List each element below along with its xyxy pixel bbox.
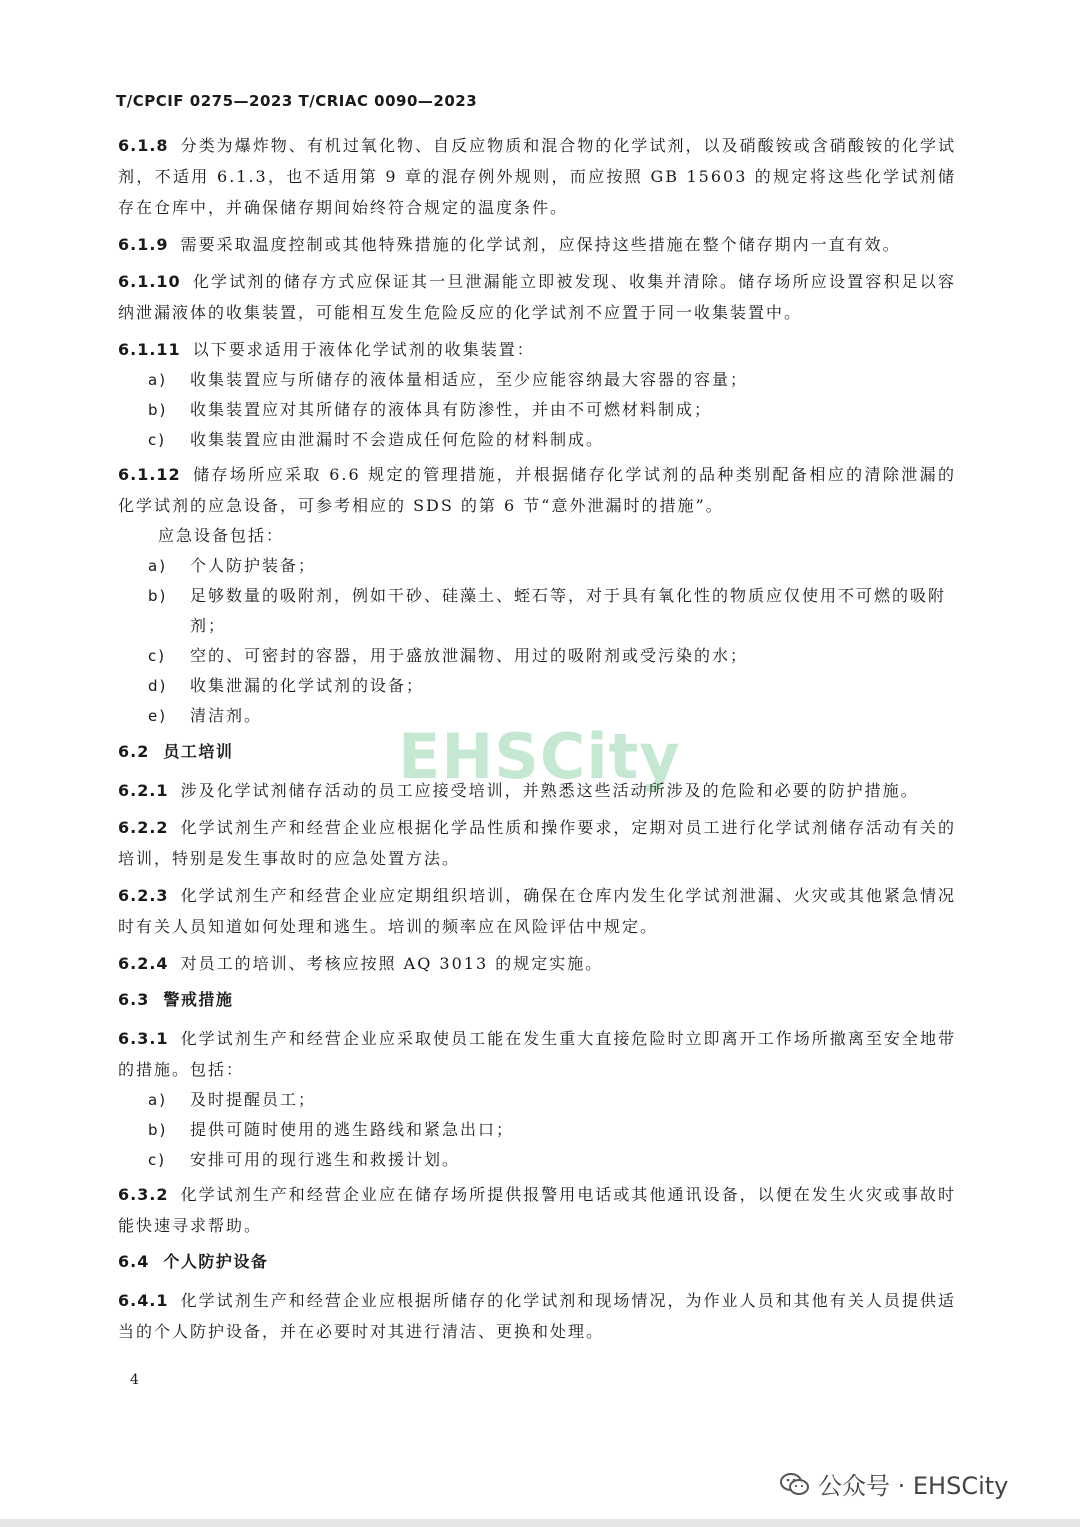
clause-6-2-3: [118, 880, 956, 942]
list-marker: c): [148, 431, 167, 449]
clause-text: 储存场所应采取 6.6 规定的管理措施，并根据储存化学试剂的品种类别配备相应的清除泄漏的化学试剂的应急设备，可参考相应的 SDS 的第 6 节“意外泄漏时的措施”。: [118, 465, 956, 515]
clause-number: 6.1.12: [118, 465, 181, 484]
page-number: 4: [130, 1372, 139, 1388]
clause-text: 以下要求适用于液体化学试剂的收集装置：: [192, 340, 535, 359]
clause-number: 6.3.1: [118, 1029, 169, 1048]
list-text: 收集装置应对其所储存的液体具有防渗性，并由不可燃材料制成；: [190, 400, 713, 419]
list-item: [118, 701, 956, 731]
list-marker: b): [148, 587, 168, 605]
clause-6-1-9: [118, 229, 956, 260]
clause-number: 6.1.10: [118, 272, 181, 291]
list-text: 及时提醒员工；: [190, 1090, 317, 1109]
list-marker: b): [148, 1121, 168, 1139]
list-item: [118, 365, 956, 395]
list-marker: c): [148, 1151, 167, 1169]
clause-text: 需要采取温度控制或其他特殊措施的化学试剂，应保持这些措施在整个储存期内一直有效。: [180, 235, 901, 254]
list-item: [118, 581, 956, 641]
clause-text: 化学试剂生产和经营企业应根据化学品性质和操作要求，定期对员工进行化学试剂储存活动有关的培训，特别是发生事故时的应急处置方法。: [118, 818, 956, 868]
clause-text: 化学试剂生产和经营企业应在储存场所提供报警用电话或其他通讯设备，以便在发生火灾或事故时能快速寻求帮助。: [118, 1185, 956, 1235]
list-text: 收集装置应与所储存的液体量相适应，至少应能容纳最大容器的容量；: [190, 370, 749, 389]
list-text: 收集装置应由泄漏时不会造成任何危险的材料制成。: [190, 430, 605, 449]
clause-6-3-2: [118, 1179, 956, 1241]
list-item: [118, 1115, 956, 1145]
list-text: 个人防护装备；: [190, 556, 317, 575]
clause-6-2-1: [118, 775, 956, 806]
list-marker: e): [148, 707, 168, 725]
section-title: 员工培训: [163, 742, 234, 761]
list-item: [118, 1145, 956, 1175]
clause-number: 6.2.2: [118, 818, 169, 837]
clause-6-1-10: [118, 266, 956, 328]
list-marker: b): [148, 401, 168, 419]
clause-text: 分类为爆炸物、有机过氧化物、自反应物质和混合物的化学试剂，以及硝酸铵或含硝酸铵的化学试剂，不适用 6.1.3，也不适用第 9 章的混存例外规则，而应按照 GB 15603 的规定将这些化学试剂储存在仓库中，并确保储存期间始终符合规定的温度条件。: [118, 136, 956, 217]
document-body: [118, 130, 956, 1353]
list-marker: a): [148, 557, 168, 575]
clause-text: 化学试剂的储存方式应保证其一旦泄漏能立即被发现、收集并清除。储存场所应设置容积足以容纳泄漏液体的收集装置，可能相互发生危险反应的化学试剂不应置于同一收集装置中。: [118, 272, 956, 322]
standard-header: T/CPCIF 0275—2023 T/CRIAC 0090—2023: [116, 92, 478, 110]
list-marker: a): [148, 1091, 168, 1109]
wechat-account-footer: [780, 1466, 1008, 1501]
clause-number: 6.1.11: [118, 340, 181, 359]
section-heading-6-4: [118, 1247, 956, 1277]
clause-number: 6.4.1: [118, 1291, 169, 1310]
list-item: [118, 641, 956, 671]
clause-text: 化学试剂生产和经营企业应采取使员工能在发生重大直接危险时立即离开工作场所撤离至安全地带的措施。包括：: [118, 1029, 956, 1079]
clause-6-4-1: [118, 1285, 956, 1347]
clause-text: 化学试剂生产和经营企业应定期组织培训，确保在仓库内发生化学试剂泄漏、火灾或其他紧急情况时有关人员知道如何处理和逃生。培训的频率应在风险评估中规定。: [118, 886, 956, 936]
clause-6-1-11: [118, 334, 956, 365]
clause-text: 对员工的培训、考核应按照 AQ 3013 的规定实施。: [180, 954, 604, 973]
clause-number: 6.1.9: [118, 235, 169, 254]
list-item: [118, 671, 956, 701]
clause-number: 6.1.8: [118, 136, 169, 155]
list-item: [118, 395, 956, 425]
clause-6-3-1: [118, 1023, 956, 1085]
list-text: 提供可随时使用的逃生路线和紧急出口；: [190, 1120, 515, 1139]
section-title: 个人防护设备: [163, 1252, 269, 1271]
section-number: 6.3: [118, 990, 150, 1009]
watermark: EHSCity: [398, 720, 681, 793]
list-item: [118, 551, 956, 581]
clause-text: 涉及化学试剂储存活动的员工应接受培训，并熟悉这些活动所涉及的危险和必要的防护措施。: [180, 781, 919, 800]
list-marker: c): [148, 647, 167, 665]
list-intro: 应急设备包括：: [158, 526, 285, 545]
clause-text: 化学试剂生产和经营企业应根据所储存的化学试剂和现场情况，为作业人员和其他有关人员提供适当的个人防护设备，并在必要时对其进行清洁、更换和处理。: [118, 1291, 956, 1341]
clause-number: 6.2.4: [118, 954, 169, 973]
list-text: 清洁剂。: [190, 706, 263, 725]
clause-number: 6.2.1: [118, 781, 169, 800]
list-text: 收集泄漏的化学试剂的设备；: [190, 676, 425, 695]
list-item: [118, 425, 956, 455]
list-marker: a): [148, 371, 168, 389]
section-number: 6.2: [118, 742, 150, 761]
clause-number: 6.3.2: [118, 1185, 169, 1204]
section-heading-6-3: [118, 985, 956, 1015]
clause-6-2-4: [118, 948, 956, 979]
clause-number: 6.2.3: [118, 886, 169, 905]
list-text: 足够数量的吸附剂，例如干砂、硅藻土、蛭石等，对于具有氧化性的物质应仅使用不可燃的吸附剂；: [190, 586, 947, 635]
clause-6-1-8: [118, 130, 956, 223]
clause-6-2-2: [118, 812, 956, 874]
section-title: 警戒措施: [163, 990, 234, 1009]
scan-edge: [0, 1519, 1080, 1527]
list-marker: d): [148, 677, 168, 695]
footer-text: 公众号 · EHSCity: [818, 1472, 1009, 1500]
wechat-icon: [780, 1472, 810, 1496]
section-number: 6.4: [118, 1252, 150, 1271]
section-heading-6-2: [118, 737, 956, 767]
clause-6-1-12: [118, 459, 956, 521]
list-item: [118, 1085, 956, 1115]
list-text: 安排可用的现行逃生和救援计划。: [190, 1150, 461, 1169]
list-text: 空的、可密封的容器，用于盛放泄漏物、用过的吸附剂或受污染的水；: [190, 646, 749, 665]
